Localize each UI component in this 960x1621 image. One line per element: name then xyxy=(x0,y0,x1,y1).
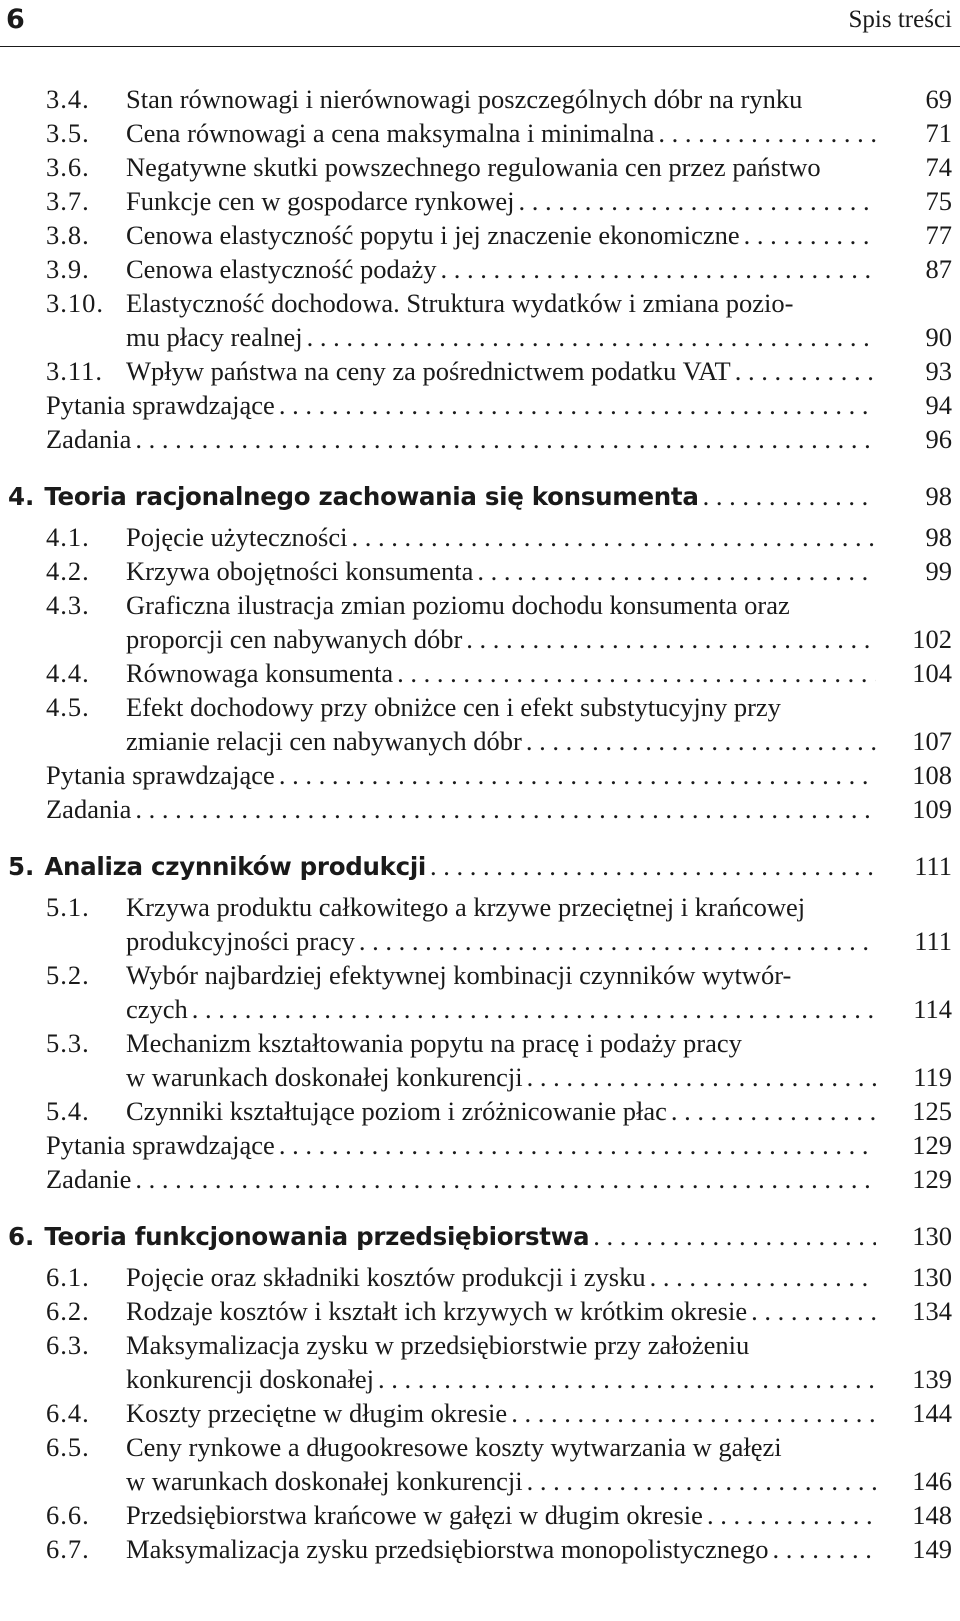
dot-leader xyxy=(275,1128,876,1162)
toc-line xyxy=(126,520,960,554)
toc-line xyxy=(126,958,960,992)
toc-line xyxy=(126,1026,960,1060)
toc-page-number: 130 xyxy=(912,1221,952,1251)
toc-page-number: 109 xyxy=(912,794,952,824)
toc-line xyxy=(46,758,960,792)
toc-entry xyxy=(0,890,960,958)
toc-line xyxy=(126,1498,960,1532)
toc-page-number: 87 xyxy=(925,254,952,284)
toc-entry-number: 6.6. xyxy=(46,1500,90,1530)
toc-end-matter xyxy=(0,388,960,422)
toc-title: w warunkach doskonałej konkurencji xyxy=(126,1062,523,1092)
toc-line xyxy=(126,1464,960,1498)
toc-entry xyxy=(0,958,960,1026)
toc-line xyxy=(46,422,960,456)
toc-title: produkcyjności pracy xyxy=(126,926,355,956)
toc-entry xyxy=(0,1396,960,1430)
toc-page-number: 77 xyxy=(925,220,952,250)
toc-title: Wybór najbardziej efektywnej kombinacji czynników wytwór- xyxy=(126,960,792,990)
toc-chapter-number: 4. xyxy=(8,482,35,511)
toc-entry xyxy=(0,252,960,286)
toc-entry xyxy=(0,588,960,656)
dot-leader xyxy=(523,1060,876,1094)
dot-leader xyxy=(374,1362,876,1396)
toc-page-number: 107 xyxy=(912,726,952,756)
toc-line xyxy=(126,116,960,150)
toc-entry-number: 3.7. xyxy=(46,186,90,216)
toc-title: zmianie relacji cen nabywanych dóbr xyxy=(126,726,522,756)
toc-entry xyxy=(0,184,960,218)
toc-page-number: 130 xyxy=(912,1262,952,1292)
dot-leader xyxy=(654,116,876,150)
toc-page-number: 108 xyxy=(912,760,952,790)
dot-leader xyxy=(437,252,876,286)
toc-line xyxy=(46,388,960,422)
toc-page-number: 90 xyxy=(925,322,952,352)
toc-page-number: 111 xyxy=(914,851,952,881)
toc-line xyxy=(126,690,960,724)
toc-page-number: 146 xyxy=(912,1466,952,1496)
toc-title: Pytania sprawdzające xyxy=(46,390,275,420)
toc-title: Zadania xyxy=(46,794,132,824)
toc-title: Mechanizm kształtowania popytu na pracę i podaży pracy xyxy=(126,1028,742,1058)
toc-line xyxy=(126,1294,960,1328)
toc-entry-number: 6.4. xyxy=(46,1398,90,1428)
toc-title: Pojęcie oraz składniki kosztów produkcji i zysku xyxy=(126,1262,646,1292)
toc-title: Ceny rynkowe a długookresowe koszty wytwarzania w gałęzi xyxy=(126,1432,782,1462)
toc-title: Zadania xyxy=(46,424,132,454)
toc-title: Cenowa elastyczność popytu i jej znaczenie ekonomiczne xyxy=(126,220,740,250)
toc-entry xyxy=(0,1294,960,1328)
dot-leader xyxy=(589,1219,876,1253)
toc-line xyxy=(126,588,960,622)
toc-page-number: 134 xyxy=(912,1296,952,1326)
dot-leader xyxy=(275,758,876,792)
toc-entry xyxy=(0,656,960,690)
toc-line xyxy=(126,1362,960,1396)
toc-page-number: 144 xyxy=(912,1398,952,1428)
toc-page-number: 111 xyxy=(914,926,952,956)
toc-entry-number: 4.3. xyxy=(46,590,90,620)
toc-page-number: 94 xyxy=(925,390,952,420)
toc-line xyxy=(46,1162,960,1196)
toc-line xyxy=(126,354,960,388)
toc-line xyxy=(8,849,960,884)
toc-title: Koszty przeciętne w długim okresie xyxy=(126,1398,508,1428)
toc-line xyxy=(126,890,960,924)
toc-entry xyxy=(0,116,960,150)
toc-entry-number: 5.4. xyxy=(46,1096,90,1126)
toc-entry-number: 5.2. xyxy=(46,960,90,990)
toc-line xyxy=(126,218,960,252)
toc-entry-number: 3.5. xyxy=(46,118,90,148)
toc-title: Pytania sprawdzające xyxy=(46,760,275,790)
toc-entry xyxy=(0,1430,960,1498)
toc-line xyxy=(126,184,960,218)
toc-entry-number: 3.8. xyxy=(46,220,90,250)
toc-entry xyxy=(0,82,960,116)
toc-page-number: 99 xyxy=(925,556,952,586)
toc-title: Cenowa elastyczność podaży xyxy=(126,254,437,284)
toc-line xyxy=(126,1430,960,1464)
toc-end-matter xyxy=(0,1128,960,1162)
toc-line xyxy=(8,1219,960,1254)
toc-line xyxy=(126,1396,960,1430)
toc-title: Negatywne skutki powszechnego regulowania cen przez państwo xyxy=(126,152,821,182)
toc-title: Maksymalizacja zysku przedsiębiorstwa monopolistycznego xyxy=(126,1534,769,1564)
dot-leader xyxy=(646,1260,876,1294)
toc-line xyxy=(8,479,960,514)
dot-leader xyxy=(667,1094,876,1128)
toc-chapter xyxy=(0,479,960,514)
toc-title: czych xyxy=(126,994,188,1024)
toc-entry-number: 3.10. xyxy=(46,288,104,318)
dot-leader xyxy=(703,1498,876,1532)
toc-end-matter xyxy=(0,758,960,792)
toc-entry xyxy=(0,218,960,252)
dot-leader xyxy=(522,724,876,758)
toc-entry xyxy=(0,354,960,388)
toc-entry xyxy=(0,1026,960,1094)
toc-title: Czynniki kształtujące poziom i zróżnicowanie płac xyxy=(126,1096,667,1126)
toc-line xyxy=(126,622,960,656)
toc-page-number: 139 xyxy=(912,1364,952,1394)
toc-entry-number: 5.1. xyxy=(46,892,90,922)
toc-entry-number: 6.2. xyxy=(46,1296,90,1326)
toc-title: proporcji cen nabywanych dóbr xyxy=(126,624,463,654)
toc-entry-number: 6.5. xyxy=(46,1432,90,1462)
toc-entry xyxy=(0,1532,960,1566)
dot-leader xyxy=(462,622,876,656)
toc-page-number: 93 xyxy=(925,356,952,386)
toc-title: Analiza czynników produkcji xyxy=(44,852,427,881)
dot-leader xyxy=(473,554,876,588)
toc-title: Pytania sprawdzające xyxy=(46,1130,275,1160)
dot-leader xyxy=(347,520,876,554)
toc-page-number: 129 xyxy=(912,1130,952,1160)
toc-entry-number: 6.7. xyxy=(46,1534,90,1564)
toc-end-matter xyxy=(0,422,960,456)
page-header xyxy=(0,0,960,47)
toc-end-matter xyxy=(0,1162,960,1196)
toc-title: Zadanie xyxy=(46,1164,132,1194)
toc-line xyxy=(126,656,960,690)
toc-chapter-number: 6. xyxy=(8,1222,35,1251)
toc-line xyxy=(126,1260,960,1294)
dot-leader xyxy=(699,479,876,513)
dot-leader xyxy=(731,354,876,388)
toc-chapter xyxy=(0,1219,960,1254)
toc-line xyxy=(126,724,960,758)
toc-title: Efekt dochodowy przy obniżce cen i efekt substytucyjny przy xyxy=(126,692,781,722)
toc-title: w warunkach doskonałej konkurencji xyxy=(126,1466,523,1496)
toc-line xyxy=(126,1532,960,1566)
toc-entry xyxy=(0,286,960,354)
toc-chapter xyxy=(0,849,960,884)
toc-end-matter xyxy=(0,792,960,826)
dot-leader xyxy=(515,184,876,218)
toc-title: Przedsiębiorstwa krańcowe w gałęzi w długim okresie xyxy=(126,1500,703,1530)
toc-entry-number: 3.11. xyxy=(46,356,104,386)
toc-entry-number: 4.1. xyxy=(46,522,90,552)
toc-entry xyxy=(0,554,960,588)
toc-page-number: 96 xyxy=(925,424,952,454)
dot-leader xyxy=(740,218,876,252)
toc-title: Krzywa obojętności konsumenta xyxy=(126,556,474,586)
toc-entry xyxy=(0,1498,960,1532)
toc-chapter-number: 5. xyxy=(8,852,35,881)
toc-page-number: 125 xyxy=(912,1096,952,1126)
toc-entry-number: 3.6. xyxy=(46,152,90,182)
toc-title: Funkcje cen w gospodarce rynkowej xyxy=(126,186,515,216)
toc-line xyxy=(126,1094,960,1128)
toc-page-number: 75 xyxy=(925,186,952,216)
toc-title: Rodzaje kosztów i kształt ich krzywych w krótkim okresie xyxy=(126,1296,748,1326)
toc-entry xyxy=(0,150,960,184)
toc-entry-number: 4.5. xyxy=(46,692,90,722)
dot-leader xyxy=(131,1162,876,1196)
toc-page-number: 102 xyxy=(912,624,952,654)
toc-line xyxy=(126,286,960,320)
toc-title: Teoria funkcjonowania przedsiębiorstwa xyxy=(44,1222,590,1251)
toc-title: Graficzna ilustracja zmian poziomu dochodu konsumenta oraz xyxy=(126,590,790,620)
dot-leader xyxy=(507,1396,876,1430)
toc-title: Maksymalizacja zysku w przedsiębiorstwie przy założeniu xyxy=(126,1330,750,1360)
toc-page-number: 98 xyxy=(925,522,952,552)
toc-line xyxy=(126,1328,960,1362)
toc-entry xyxy=(0,520,960,554)
toc-line xyxy=(126,320,960,354)
toc-entry-number: 5.3. xyxy=(46,1028,90,1058)
toc-title: Cena równowagi a cena maksymalna i minimalna xyxy=(126,118,655,148)
dot-leader xyxy=(426,849,876,883)
toc-title: Krzywa produktu całkowitego a krzywe przeciętnej i krańcowej xyxy=(126,892,806,922)
dot-leader xyxy=(275,388,876,422)
toc-page-number: 71 xyxy=(925,118,952,148)
toc-line xyxy=(126,252,960,286)
toc-line xyxy=(126,150,960,184)
toc-line xyxy=(126,554,960,588)
toc-page-number: 74 xyxy=(925,152,952,182)
toc-page-number: 149 xyxy=(912,1534,952,1564)
toc-entry-number: 6.1. xyxy=(46,1262,90,1292)
dot-leader xyxy=(303,320,876,354)
dot-leader xyxy=(747,1294,876,1328)
toc-entry-number: 3.4. xyxy=(46,84,90,114)
toc-page-number: 148 xyxy=(912,1500,952,1530)
toc-entry-number: 6.3. xyxy=(46,1330,90,1360)
toc-line xyxy=(126,992,960,1026)
toc-line xyxy=(126,1060,960,1094)
toc-page-number: 129 xyxy=(912,1164,952,1194)
dot-leader xyxy=(768,1532,876,1566)
toc-title: Stan równowagi i nierównowagi poszczególnych dóbr na rynku xyxy=(126,84,803,114)
toc-line xyxy=(126,82,960,116)
toc-line xyxy=(46,792,960,826)
toc-title: Teoria racjonalnego zachowania się konsumenta xyxy=(44,482,699,511)
toc-page-number: 69 xyxy=(925,84,952,114)
toc-title: konkurencji doskonałej xyxy=(126,1364,375,1394)
toc-entry xyxy=(0,1094,960,1128)
toc-title: Elastyczność dochodowa. Struktura wydatków i zmiana pozio- xyxy=(126,288,794,318)
table-of-contents xyxy=(0,82,960,1566)
toc-title: Wpływ państwa na ceny za pośrednictwem podatku VAT xyxy=(126,356,731,386)
page-number: 6 xyxy=(6,4,25,35)
dot-leader xyxy=(131,422,876,456)
dot-leader xyxy=(131,792,876,826)
toc-entry xyxy=(0,1328,960,1396)
toc-line xyxy=(126,924,960,958)
toc-page-number: 104 xyxy=(912,658,952,688)
toc-entry xyxy=(0,1260,960,1294)
dot-leader xyxy=(188,992,876,1026)
toc-entry-number: 3.9. xyxy=(46,254,90,284)
running-title: Spis treści xyxy=(848,6,952,33)
toc-entry-number: 4.2. xyxy=(46,556,90,586)
toc-page-number: 98 xyxy=(925,481,952,511)
toc-page-number: 119 xyxy=(913,1062,952,1092)
toc-title: mu płacy realnej xyxy=(126,322,303,352)
dot-leader xyxy=(393,656,876,690)
toc-entry xyxy=(0,690,960,758)
dot-leader xyxy=(355,924,876,958)
toc-title: Pojęcie użyteczności xyxy=(126,522,348,552)
toc-line xyxy=(46,1128,960,1162)
dot-leader xyxy=(523,1464,876,1498)
toc-title: Równowaga konsumenta xyxy=(126,658,394,688)
toc-page-number: 114 xyxy=(913,994,952,1024)
toc-entry-number: 4.4. xyxy=(46,658,90,688)
